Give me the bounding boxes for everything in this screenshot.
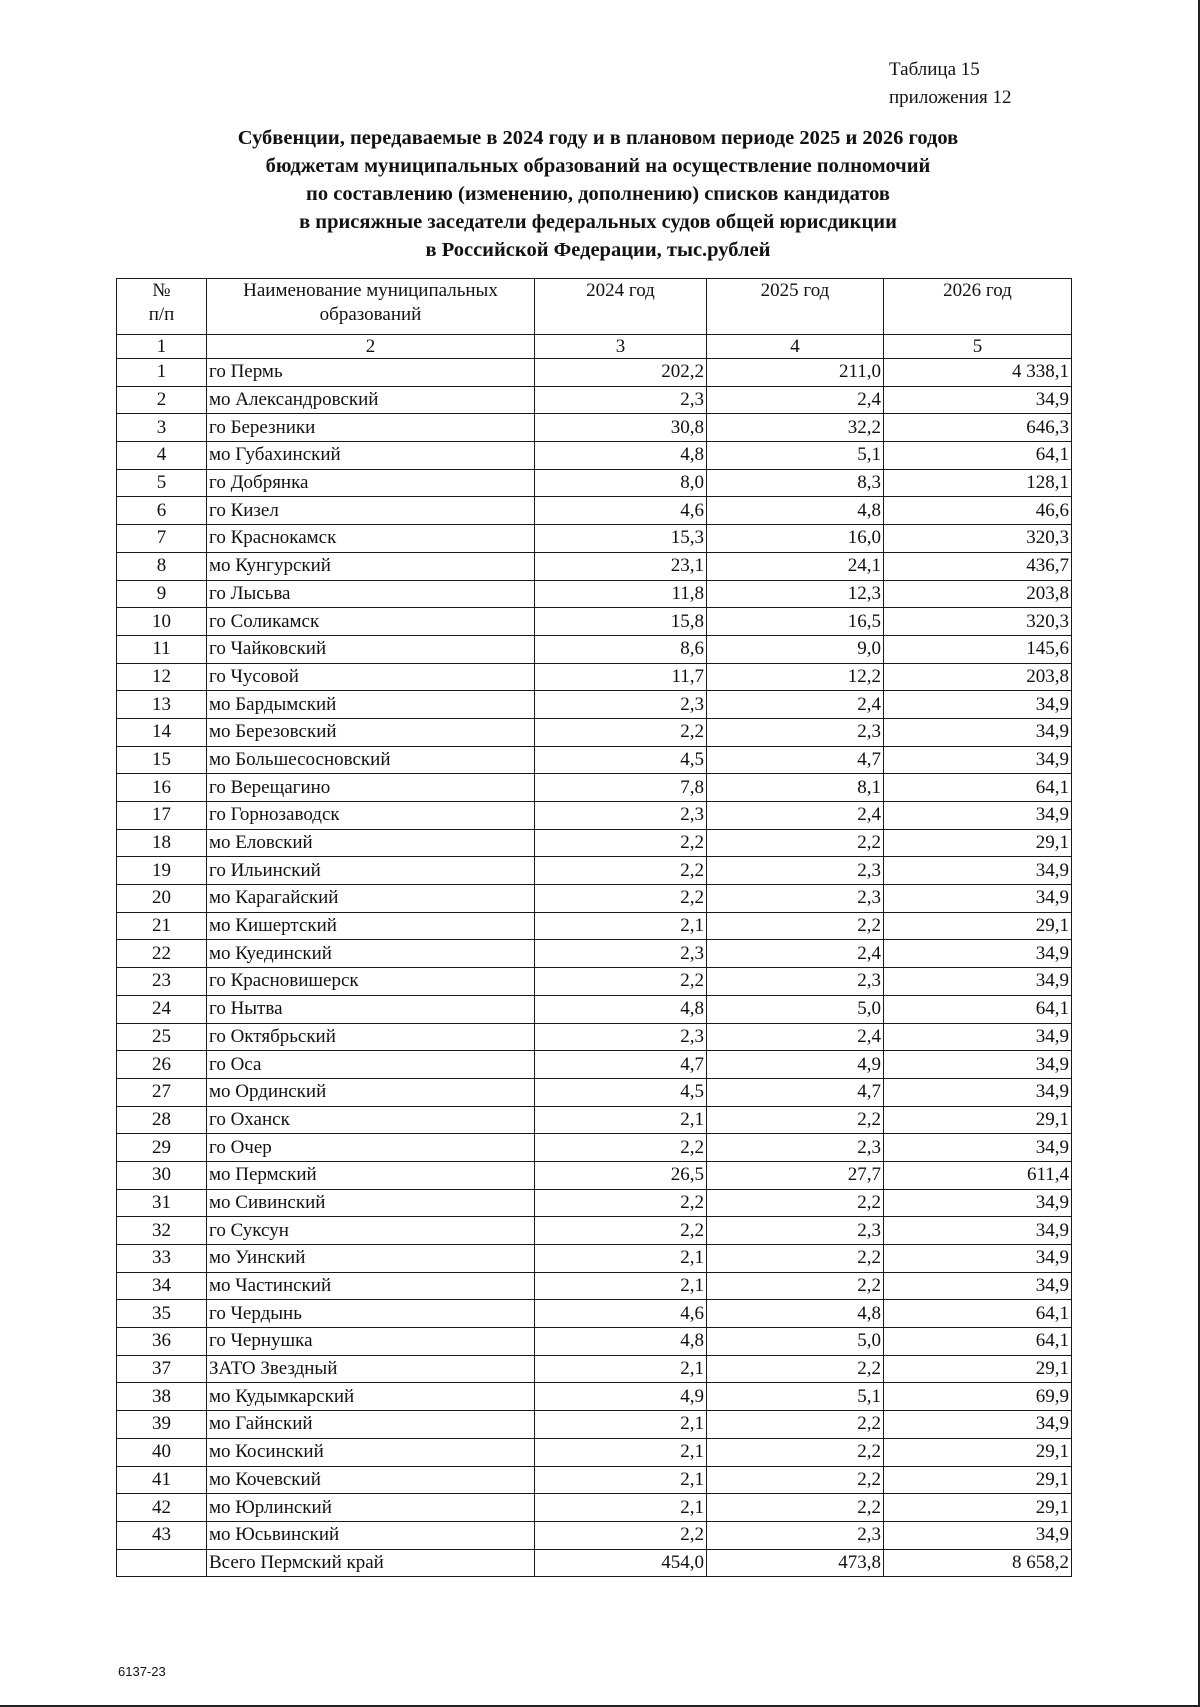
- value-2026: 34,9: [884, 802, 1072, 830]
- row-index: 7: [117, 525, 207, 553]
- value-2026: 46,6: [884, 497, 1072, 525]
- value-2025: 12,2: [707, 663, 884, 691]
- municipality-name: мо Юсьвинский: [207, 1521, 535, 1549]
- value-2024: 7,8: [535, 774, 707, 802]
- value-2026: 64,1: [884, 1300, 1072, 1328]
- municipality-name: го Верещагино: [207, 774, 535, 802]
- value-2026: 29,1: [884, 1466, 1072, 1494]
- table-row: [117, 1134, 1072, 1162]
- header-index: № п/п: [117, 279, 207, 335]
- municipality-name: го Соликамск: [207, 608, 535, 636]
- row-index: 1: [117, 359, 207, 387]
- row-index: 40: [117, 1438, 207, 1466]
- header-2026: 2026 год: [884, 279, 1072, 335]
- value-2026: 34,9: [884, 1023, 1072, 1051]
- appendix-number: приложения 12: [889, 87, 1012, 108]
- value-2024: 2,2: [535, 1189, 707, 1217]
- row-index: 20: [117, 885, 207, 913]
- value-2025: 16,0: [707, 525, 884, 553]
- table-row: [117, 442, 1072, 470]
- value-2026: 34,9: [884, 1272, 1072, 1300]
- value-2025: 2,2: [707, 1411, 884, 1439]
- row-index: 14: [117, 718, 207, 746]
- table-row: [117, 912, 1072, 940]
- row-index: 30: [117, 1161, 207, 1189]
- row-index: 4: [117, 442, 207, 470]
- value-2025: 5,0: [707, 995, 884, 1023]
- document-code: 6137-23: [118, 1664, 166, 1679]
- value-2025: 2,3: [707, 885, 884, 913]
- value-2026: 646,3: [884, 414, 1072, 442]
- table-row: [117, 995, 1072, 1023]
- row-index: 36: [117, 1328, 207, 1356]
- table-row: [117, 663, 1072, 691]
- table-row: [117, 469, 1072, 497]
- column-number: 1: [117, 335, 207, 359]
- row-index: 37: [117, 1355, 207, 1383]
- row-index: 25: [117, 1023, 207, 1051]
- value-2024: 15,3: [535, 525, 707, 553]
- value-2025: 4,7: [707, 1078, 884, 1106]
- row-index: 16: [117, 774, 207, 802]
- value-2026: 34,9: [884, 1051, 1072, 1079]
- municipality-name: ЗАТО Звездный: [207, 1355, 535, 1383]
- value-2024: 30,8: [535, 414, 707, 442]
- value-2026: 64,1: [884, 774, 1072, 802]
- municipality-name: мо Кочевский: [207, 1466, 535, 1494]
- municipality-name: мо Сивинский: [207, 1189, 535, 1217]
- municipality-name: мо Частинский: [207, 1272, 535, 1300]
- value-2026: 64,1: [884, 1328, 1072, 1356]
- value-2024: 8,6: [535, 635, 707, 663]
- value-2026: 34,9: [884, 1411, 1072, 1439]
- total-index: [117, 1549, 207, 1577]
- value-2026: 34,9: [884, 746, 1072, 774]
- value-2024: 2,1: [535, 1411, 707, 1439]
- value-2024: 2,2: [535, 1134, 707, 1162]
- row-index: 15: [117, 746, 207, 774]
- value-2026: 29,1: [884, 1355, 1072, 1383]
- value-2024: 2,1: [535, 1355, 707, 1383]
- value-2026: 29,1: [884, 1494, 1072, 1522]
- table-row: [117, 857, 1072, 885]
- value-2025: 2,3: [707, 1134, 884, 1162]
- value-2024: 4,6: [535, 497, 707, 525]
- value-2026: 34,9: [884, 1245, 1072, 1273]
- value-2025: 5,1: [707, 1383, 884, 1411]
- row-index: 18: [117, 829, 207, 857]
- value-2025: 2,2: [707, 1355, 884, 1383]
- title-line: бюджетам муниципальных образований на осуществление полномочий: [265, 155, 931, 177]
- municipality-name: го Чернушка: [207, 1328, 535, 1356]
- municipality-name: го Суксун: [207, 1217, 535, 1245]
- value-2024: 4,9: [535, 1383, 707, 1411]
- table-row: [117, 1494, 1072, 1522]
- value-2024: 2,2: [535, 1217, 707, 1245]
- row-index: 9: [117, 580, 207, 608]
- value-2025: 5,0: [707, 1328, 884, 1356]
- municipality-name: го Нытва: [207, 995, 535, 1023]
- municipality-name: мо Пермский: [207, 1161, 535, 1189]
- value-2025: 5,1: [707, 442, 884, 470]
- value-2026: 34,9: [884, 968, 1072, 996]
- table-row: [117, 1189, 1072, 1217]
- table-row: [117, 802, 1072, 830]
- value-2024: 2,1: [535, 1106, 707, 1134]
- row-index: 28: [117, 1106, 207, 1134]
- municipality-name: мо Кишертский: [207, 912, 535, 940]
- value-2025: 2,2: [707, 1272, 884, 1300]
- document-title: [118, 124, 1078, 264]
- value-2024: 2,2: [535, 968, 707, 996]
- row-index: 26: [117, 1051, 207, 1079]
- table-row: [117, 1521, 1072, 1549]
- table-row: [117, 580, 1072, 608]
- value-2025: 27,7: [707, 1161, 884, 1189]
- value-2024: 26,5: [535, 1161, 707, 1189]
- row-index: 3: [117, 414, 207, 442]
- value-2026: 34,9: [884, 1134, 1072, 1162]
- title-line: в присяжные заседатели федеральных судов общей юрисдикции: [299, 211, 897, 233]
- table-row: [117, 1466, 1072, 1494]
- row-index: 39: [117, 1411, 207, 1439]
- table-reference: [889, 56, 1011, 112]
- column-number: 4: [707, 335, 884, 359]
- total-2024: 454,0: [535, 1549, 707, 1577]
- value-2024: 4,8: [535, 995, 707, 1023]
- total-2025: 473,8: [707, 1549, 884, 1577]
- value-2026: 34,9: [884, 386, 1072, 414]
- row-index: 31: [117, 1189, 207, 1217]
- value-2026: 128,1: [884, 469, 1072, 497]
- value-2024: 4,5: [535, 1078, 707, 1106]
- municipality-name: мо Березовский: [207, 718, 535, 746]
- table-row: [117, 1300, 1072, 1328]
- municipality-name: мо Юрлинский: [207, 1494, 535, 1522]
- title-line: по составлению (изменению, дополнению) списков кандидатов: [306, 183, 890, 205]
- row-index: 42: [117, 1494, 207, 1522]
- municipality-name: мо Александровский: [207, 386, 535, 414]
- table-row: [117, 774, 1072, 802]
- value-2024: 2,2: [535, 829, 707, 857]
- table-row: [117, 635, 1072, 663]
- table-row: [117, 829, 1072, 857]
- value-2024: 2,2: [535, 1521, 707, 1549]
- table-row: [117, 746, 1072, 774]
- value-2025: 2,3: [707, 968, 884, 996]
- municipality-name: мо Карагайский: [207, 885, 535, 913]
- table-row: [117, 1383, 1072, 1411]
- value-2025: 2,3: [707, 718, 884, 746]
- value-2026: 145,6: [884, 635, 1072, 663]
- row-index: 10: [117, 608, 207, 636]
- value-2026: 29,1: [884, 912, 1072, 940]
- title-line: Субвенции, передаваемые в 2024 году и в плановом периоде 2025 и 2026 годов: [237, 127, 959, 149]
- total-2026: 8 658,2: [884, 1549, 1072, 1577]
- table-row: [117, 552, 1072, 580]
- value-2024: 8,0: [535, 469, 707, 497]
- value-2024: 2,3: [535, 386, 707, 414]
- value-2026: 34,9: [884, 691, 1072, 719]
- table-row: [117, 1078, 1072, 1106]
- row-index: 6: [117, 497, 207, 525]
- table-row: [117, 1217, 1072, 1245]
- value-2024: 4,5: [535, 746, 707, 774]
- value-2025: 16,5: [707, 608, 884, 636]
- value-2025: 4,7: [707, 746, 884, 774]
- row-index: 17: [117, 802, 207, 830]
- row-index: 43: [117, 1521, 207, 1549]
- municipality-name: го Красновишерск: [207, 968, 535, 996]
- table-row: [117, 525, 1072, 553]
- table-row: [117, 1438, 1072, 1466]
- value-2024: 2,3: [535, 1023, 707, 1051]
- value-2025: 2,4: [707, 940, 884, 968]
- row-index: 27: [117, 1078, 207, 1106]
- table-row: [117, 414, 1072, 442]
- value-2024: 2,2: [535, 885, 707, 913]
- municipality-name: го Чердынь: [207, 1300, 535, 1328]
- municipality-name: мо Еловский: [207, 829, 535, 857]
- municipality-name: го Березники: [207, 414, 535, 442]
- row-index: 5: [117, 469, 207, 497]
- value-2025: 24,1: [707, 552, 884, 580]
- value-2025: 9,0: [707, 635, 884, 663]
- value-2024: 2,1: [535, 1438, 707, 1466]
- value-2026: 611,4: [884, 1161, 1072, 1189]
- value-2025: 2,2: [707, 1438, 884, 1466]
- municipality-name: го Кизел: [207, 497, 535, 525]
- table-row: [117, 1023, 1072, 1051]
- table-number: Таблица 15: [889, 59, 980, 80]
- table-row: [117, 1161, 1072, 1189]
- value-2024: 2,1: [535, 1494, 707, 1522]
- value-2025: 2,3: [707, 1521, 884, 1549]
- municipality-name: мо Бардымский: [207, 691, 535, 719]
- value-2024: 2,1: [535, 1272, 707, 1300]
- municipality-name: мо Косинский: [207, 1438, 535, 1466]
- municipality-name: мо Ординский: [207, 1078, 535, 1106]
- table-row: [117, 1051, 1072, 1079]
- row-index: 8: [117, 552, 207, 580]
- value-2024: 11,8: [535, 580, 707, 608]
- value-2024: 202,2: [535, 359, 707, 387]
- value-2026: 64,1: [884, 442, 1072, 470]
- value-2024: 2,1: [535, 912, 707, 940]
- column-number: 3: [535, 335, 707, 359]
- value-2025: 2,2: [707, 1494, 884, 1522]
- value-2025: 4,8: [707, 497, 884, 525]
- table-row: [117, 497, 1072, 525]
- row-index: 13: [117, 691, 207, 719]
- value-2024: 11,7: [535, 663, 707, 691]
- value-2026: 436,7: [884, 552, 1072, 580]
- municipality-name: го Чайковский: [207, 635, 535, 663]
- municipality-name: мо Большесосновский: [207, 746, 535, 774]
- value-2025: 12,3: [707, 580, 884, 608]
- value-2025: 32,2: [707, 414, 884, 442]
- row-index: 2: [117, 386, 207, 414]
- value-2025: 2,2: [707, 1466, 884, 1494]
- row-index: 29: [117, 1134, 207, 1162]
- value-2024: 2,3: [535, 940, 707, 968]
- municipality-name: мо Гайнский: [207, 1411, 535, 1439]
- municipality-name: го Очер: [207, 1134, 535, 1162]
- value-2025: 2,4: [707, 802, 884, 830]
- row-index: 38: [117, 1383, 207, 1411]
- row-index: 22: [117, 940, 207, 968]
- value-2026: 69,9: [884, 1383, 1072, 1411]
- value-2024: 4,7: [535, 1051, 707, 1079]
- value-2025: 2,2: [707, 912, 884, 940]
- municipality-name: го Ильинский: [207, 857, 535, 885]
- header-2025: 2025 год: [707, 279, 884, 335]
- table-row: [117, 386, 1072, 414]
- value-2026: 34,9: [884, 1521, 1072, 1549]
- municipality-name: го Чусовой: [207, 663, 535, 691]
- municipality-name: мо Уинский: [207, 1245, 535, 1273]
- municipality-name: мо Куединский: [207, 940, 535, 968]
- table-row: [117, 718, 1072, 746]
- value-2024: 15,8: [535, 608, 707, 636]
- row-index: 12: [117, 663, 207, 691]
- value-2024: 2,1: [535, 1466, 707, 1494]
- value-2024: 2,2: [535, 718, 707, 746]
- subventions-table: [116, 278, 1072, 1577]
- row-index: 23: [117, 968, 207, 996]
- municipality-name: мо Кудымкарский: [207, 1383, 535, 1411]
- municipality-name: мо Губахинский: [207, 442, 535, 470]
- value-2025: 2,4: [707, 691, 884, 719]
- value-2025: 2,3: [707, 1217, 884, 1245]
- table-row: [117, 1106, 1072, 1134]
- row-index: 35: [117, 1300, 207, 1328]
- value-2025: 2,4: [707, 386, 884, 414]
- table-row: [117, 359, 1072, 387]
- value-2026: 29,1: [884, 1438, 1072, 1466]
- municipality-name: го Октябрьский: [207, 1023, 535, 1051]
- value-2026: 29,1: [884, 1106, 1072, 1134]
- value-2025: 2,2: [707, 1106, 884, 1134]
- table-row: [117, 1355, 1072, 1383]
- header-municipality: Наименование муниципальных образований: [207, 279, 535, 335]
- column-number-row: [117, 335, 1072, 359]
- value-2025: 2,3: [707, 857, 884, 885]
- table-row: [117, 1328, 1072, 1356]
- value-2026: 203,8: [884, 663, 1072, 691]
- row-index: 11: [117, 635, 207, 663]
- table-row: [117, 608, 1072, 636]
- value-2026: 29,1: [884, 829, 1072, 857]
- column-number: 5: [884, 335, 1072, 359]
- row-index: 34: [117, 1272, 207, 1300]
- value-2024: 2,3: [535, 802, 707, 830]
- value-2025: 2,2: [707, 1189, 884, 1217]
- row-index: 41: [117, 1466, 207, 1494]
- row-index: 24: [117, 995, 207, 1023]
- value-2026: 34,9: [884, 718, 1072, 746]
- municipality-name: го Добрянка: [207, 469, 535, 497]
- title-line: в Российской Федерации, тыс.рублей: [425, 239, 771, 261]
- value-2024: 23,1: [535, 552, 707, 580]
- table-row: [117, 1411, 1072, 1439]
- value-2026: 34,9: [884, 885, 1072, 913]
- value-2024: 4,8: [535, 1328, 707, 1356]
- municipality-name: мо Кунгурский: [207, 552, 535, 580]
- value-2024: 2,3: [535, 691, 707, 719]
- value-2025: 2,2: [707, 829, 884, 857]
- value-2026: 4 338,1: [884, 359, 1072, 387]
- value-2025: 2,2: [707, 1245, 884, 1273]
- table-body: [117, 359, 1072, 1577]
- column-number: 2: [207, 335, 535, 359]
- value-2024: 2,2: [535, 857, 707, 885]
- value-2024: 4,8: [535, 442, 707, 470]
- municipality-name: го Оханск: [207, 1106, 535, 1134]
- row-index: 32: [117, 1217, 207, 1245]
- row-index: 19: [117, 857, 207, 885]
- table-row: [117, 1272, 1072, 1300]
- value-2025: 8,3: [707, 469, 884, 497]
- municipality-name: го Краснокамск: [207, 525, 535, 553]
- value-2026: 34,9: [884, 1217, 1072, 1245]
- value-2024: 2,1: [535, 1245, 707, 1273]
- total-row: [117, 1549, 1072, 1577]
- table-row: [117, 940, 1072, 968]
- table-row: [117, 968, 1072, 996]
- value-2025: 2,4: [707, 1023, 884, 1051]
- value-2026: 320,3: [884, 525, 1072, 553]
- row-index: 21: [117, 912, 207, 940]
- table-row: [117, 1245, 1072, 1273]
- value-2026: 34,9: [884, 1189, 1072, 1217]
- municipality-name: го Лысьва: [207, 580, 535, 608]
- value-2025: 4,8: [707, 1300, 884, 1328]
- value-2026: 34,9: [884, 857, 1072, 885]
- municipality-name: го Пермь: [207, 359, 535, 387]
- value-2025: 4,9: [707, 1051, 884, 1079]
- municipality-name: го Оса: [207, 1051, 535, 1079]
- value-2026: 320,3: [884, 608, 1072, 636]
- value-2026: 34,9: [884, 940, 1072, 968]
- value-2025: 8,1: [707, 774, 884, 802]
- row-index: 33: [117, 1245, 207, 1273]
- municipality-name: го Горнозаводск: [207, 802, 535, 830]
- table-row: [117, 691, 1072, 719]
- value-2025: 211,0: [707, 359, 884, 387]
- value-2026: 64,1: [884, 995, 1072, 1023]
- table-row: [117, 885, 1072, 913]
- table-header-row: [117, 279, 1072, 335]
- total-label: Всего Пермский край: [207, 1549, 535, 1577]
- value-2026: 34,9: [884, 1078, 1072, 1106]
- header-2024: 2024 год: [535, 279, 707, 335]
- value-2026: 203,8: [884, 580, 1072, 608]
- value-2024: 4,6: [535, 1300, 707, 1328]
